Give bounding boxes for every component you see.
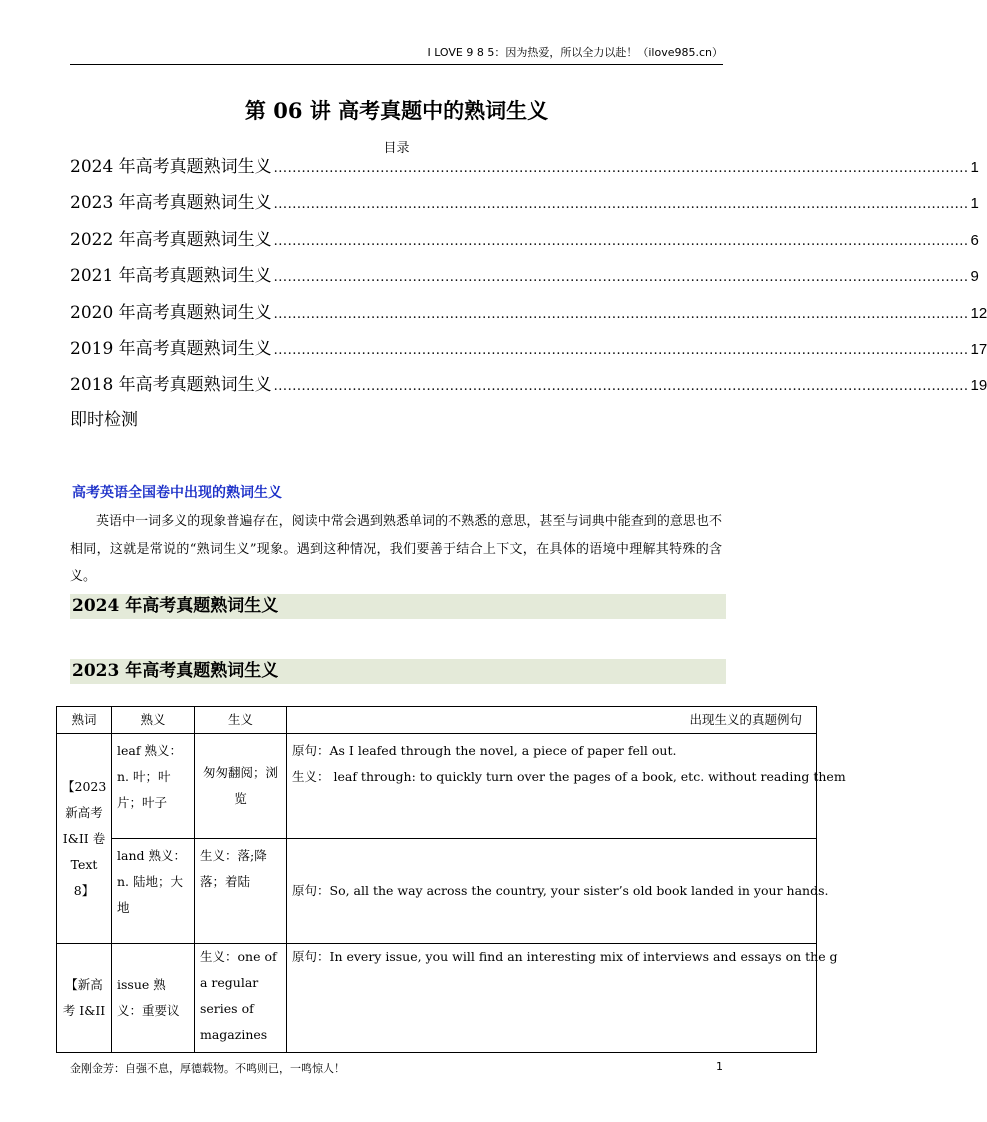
example-sentence: 原句：In every issue, you will find an interesting mix of interviews and essays on the g — [292, 949, 838, 964]
toc-leader: ...................................................................................................................................................... — [273, 270, 969, 286]
toc-item[interactable] — [70, 298, 987, 334]
toc-item-label: 2018 年高考真题熟词生义 — [70, 375, 272, 396]
familiar-meaning-cell: issue 熟义：重要议 — [112, 944, 195, 1053]
vocab-table — [56, 706, 846, 1053]
toc-item-page: 19 — [970, 377, 987, 395]
table-row — [57, 944, 817, 1053]
toc-leader: ...................................................................................................................................................... — [273, 161, 969, 176]
toc-item[interactable] — [70, 188, 979, 224]
toc-item-page: 12 — [970, 304, 987, 322]
toc-item-label: 2023 年高考真题熟词生义 — [70, 193, 272, 214]
toc-leader: ...................................................................................................................................................... — [273, 379, 969, 395]
section-title: 高考英语全国卷中出现的熟词生义 — [72, 485, 282, 501]
example-explanation: 生义： leaf through: to quickly turn over the pages of a book, etc. without reading them — [292, 769, 846, 784]
toc-item-label: 2022 年高考真题熟词生义 — [70, 229, 272, 250]
toc-heading: 目录 — [383, 141, 410, 156]
new-meaning-cell: 生义：落;降落；着陆 — [195, 839, 287, 944]
header-divider — [70, 64, 723, 65]
footer-motto: 金刚金芳：自强不息，厚德载物。不鸣则已，一鸣惊人！ — [70, 1062, 345, 1075]
toc-item-page: 17 — [970, 340, 987, 358]
toc-item[interactable] — [70, 370, 987, 406]
toc-item-label: 2021 年高考真题熟词生义 — [70, 266, 272, 287]
toc-leader: ...................................................................................................................................................... — [273, 306, 969, 322]
table-row — [57, 839, 817, 944]
example-cell — [287, 734, 846, 839]
intro-paragraph: 英语中一词多义的现象普遍存在，阅读中常会遇到熟悉单词的不熟悉的意思，甚至与词典中能查到的意思也不相同，这就是常说的“熟词生义”现象。遇到这种情况，我们要善于结合上下文，在具体的语境中理解其特殊的含义。 — [70, 514, 722, 584]
page-title: 第 06 讲 高考真题中的熟词生义 — [244, 98, 549, 123]
header-new-meaning: 生义 — [195, 707, 287, 734]
table-of-contents — [70, 152, 987, 407]
table-header-row — [57, 707, 817, 734]
toc-item-page: 1 — [970, 195, 979, 213]
section-band-2023: 2023 年高考真题熟词生义 — [70, 659, 726, 684]
toc-item-page: 6 — [970, 231, 979, 249]
page-footer — [70, 1060, 723, 1076]
familiar-meaning-cell: land 熟义：n. 陆地；大地 — [112, 839, 195, 944]
page-number: 1 — [716, 1060, 723, 1073]
example-cell — [287, 944, 838, 1053]
new-meaning-cell: 匆匆翻阅；浏览 — [195, 734, 287, 839]
section-band-2024: 2024 年高考真题熟词生义 — [70, 594, 726, 619]
toc-item[interactable] — [70, 152, 979, 188]
page-header: I LOVE 9 8 5：因为热爱，所以全力以赴！（ilove985.cn） — [427, 46, 723, 59]
source-cell: 【2023 新高考 I&II 卷 Text 8】 — [57, 734, 112, 944]
header-example: 出现生义的真题例句 — [287, 707, 817, 734]
toc-item[interactable] — [70, 261, 979, 297]
example-sentence: 原句：So, all the way across the country, your sister’s old book landed in your hands. — [292, 883, 829, 898]
toc-leader: ...................................................................................................................................................... — [273, 342, 969, 358]
toc-item-quiz[interactable]: 即时检测 — [70, 410, 138, 430]
table-row — [57, 734, 817, 839]
toc-item-page: 1 — [970, 159, 979, 176]
familiar-meaning-cell: leaf 熟义：n. 叶；叶片；叶子 — [112, 734, 195, 839]
toc-item[interactable] — [70, 225, 979, 261]
toc-item-label: 2024 年高考真题熟词生义 — [70, 157, 272, 177]
example-cell — [287, 839, 829, 944]
toc-leader: ...................................................................................................................................................... — [273, 197, 969, 213]
header-familiar-word: 熟词 — [57, 707, 112, 734]
example-sentence: 原句：As I leafed through the novel, a piece of paper fell out. — [292, 743, 677, 758]
toc-item-label: 2019 年高考真题熟词生义 — [70, 338, 272, 359]
toc-leader: ...................................................................................................................................................... — [273, 233, 969, 249]
header-familiar-meaning: 熟义 — [112, 707, 195, 734]
toc-item[interactable] — [70, 334, 987, 370]
toc-item-label: 2020 年高考真题熟词生义 — [70, 302, 272, 323]
source-cell: 【新高考 I&II — [57, 944, 112, 1053]
new-meaning-cell: 生义：one of a regular series of magazines — [195, 944, 287, 1053]
toc-item-page: 9 — [970, 268, 979, 286]
